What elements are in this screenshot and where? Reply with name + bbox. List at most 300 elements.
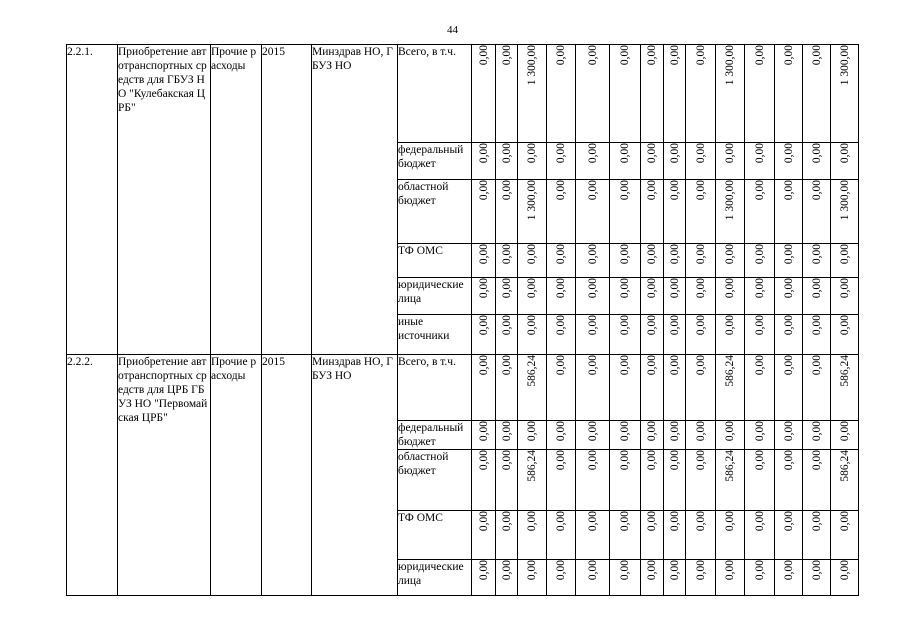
value-text: 0,00	[753, 180, 766, 201]
value-text: 0,00	[668, 355, 681, 376]
value-text: 0,00	[724, 421, 736, 442]
value-cell	[775, 180, 803, 244]
value-cell	[686, 180, 716, 244]
value-cell	[664, 143, 686, 180]
value-cell	[610, 45, 641, 143]
value-cell	[745, 45, 775, 143]
value-cell	[686, 355, 716, 421]
value-cell	[610, 278, 641, 315]
value-text: 0,00	[753, 315, 766, 336]
value-cell	[641, 143, 664, 180]
value-text: 586,24	[724, 450, 736, 482]
value-text: 0,00	[646, 278, 658, 299]
value-cell	[803, 560, 831, 596]
value-cell	[576, 450, 610, 511]
funding-source-label: Всего, в т.ч.	[398, 45, 472, 143]
value-text: 0,00	[782, 244, 795, 265]
value-text: 0,00	[694, 421, 707, 442]
value-text: 0,00	[555, 450, 567, 471]
value-text: 0,00	[724, 244, 736, 265]
value-cell	[472, 560, 496, 596]
value-text: 0,00	[500, 421, 513, 442]
value-text: 0,00	[810, 278, 823, 299]
value-text: 0,00	[782, 421, 795, 442]
value-text: 0,00	[500, 450, 513, 471]
value-text: 586,24	[526, 355, 538, 387]
value-text: 0,00	[500, 45, 513, 66]
budget-table	[66, 44, 859, 596]
funding-source-label: Всего, в т.ч.	[398, 355, 472, 421]
value-cell	[496, 421, 518, 450]
value-text: 0,00	[810, 560, 823, 581]
value-cell	[664, 511, 686, 560]
value-cell	[496, 560, 518, 596]
value-text: 0,00	[586, 315, 599, 336]
value-cell	[641, 45, 664, 143]
value-text: 0,00	[619, 278, 631, 299]
value-cell	[472, 355, 496, 421]
value-cell	[518, 143, 547, 180]
value-text: 0,00	[838, 143, 851, 164]
value-cell	[496, 143, 518, 180]
value-text: 0,00	[500, 511, 513, 532]
value-text: 0,00	[619, 180, 631, 201]
value-text: 0,00	[782, 450, 795, 471]
value-text: 0,00	[646, 45, 658, 66]
value-cell	[518, 45, 547, 143]
value-cell	[547, 355, 576, 421]
value-cell	[610, 421, 641, 450]
value-text: 0,00	[753, 511, 766, 532]
value-text: 0,00	[526, 560, 538, 581]
value-text: 0,00	[694, 143, 707, 164]
value-cell	[831, 450, 859, 511]
value-text: 0,00	[724, 143, 736, 164]
value-cell	[518, 511, 547, 560]
value-text: 0,00	[526, 278, 538, 299]
value-cell	[518, 421, 547, 450]
value-text: 0,00	[477, 244, 490, 265]
value-cell	[496, 278, 518, 315]
value-text: 0,00	[810, 143, 823, 164]
value-cell	[803, 143, 831, 180]
value-text: 0,00	[694, 180, 707, 201]
value-cell	[496, 45, 518, 143]
value-cell	[547, 45, 576, 143]
value-text: 0,00	[668, 315, 681, 336]
value-cell	[664, 315, 686, 355]
value-text: 0,00	[555, 143, 567, 164]
value-text: 0,00	[500, 143, 513, 164]
executor: Минздрав НО, ГБУЗ НО	[312, 355, 398, 596]
value-cell	[716, 45, 745, 143]
value-text: 0,00	[646, 315, 658, 336]
value-text: 0,00	[782, 511, 795, 532]
value-cell	[686, 511, 716, 560]
value-text: 0,00	[810, 180, 823, 201]
value-cell	[641, 244, 664, 278]
value-text: 0,00	[526, 315, 538, 336]
value-text: 0,00	[619, 355, 631, 376]
value-cell	[831, 355, 859, 421]
value-text: 0,00	[838, 244, 851, 265]
value-cell	[831, 278, 859, 315]
value-cell	[472, 143, 496, 180]
value-text: 0,00	[838, 278, 851, 299]
value-text: 1 300,00	[526, 45, 538, 86]
value-cell	[472, 278, 496, 315]
value-text: 0,00	[500, 180, 513, 201]
value-text: 0,00	[810, 421, 823, 442]
value-text: 0,00	[782, 45, 795, 66]
value-cell	[686, 560, 716, 596]
value-text: 0,00	[555, 560, 567, 581]
value-cell	[610, 180, 641, 244]
value-text: 0,00	[753, 143, 766, 164]
value-text: 0,00	[838, 421, 851, 442]
value-cell	[716, 421, 745, 450]
value-cell	[775, 143, 803, 180]
value-cell	[775, 278, 803, 315]
value-text: 586,24	[838, 450, 851, 482]
value-cell	[610, 355, 641, 421]
value-text: 0,00	[810, 511, 823, 532]
value-text: 0,00	[619, 450, 631, 471]
value-text: 0,00	[668, 450, 681, 471]
value-text: 0,00	[782, 143, 795, 164]
value-cell	[775, 315, 803, 355]
value-cell	[518, 278, 547, 315]
value-cell	[641, 315, 664, 355]
value-cell	[745, 560, 775, 596]
value-cell	[716, 278, 745, 315]
value-text: 1 300,00	[838, 45, 851, 86]
value-text: 0,00	[782, 560, 795, 581]
value-cell	[610, 315, 641, 355]
value-text: 0,00	[668, 180, 681, 201]
value-text: 0,00	[838, 560, 851, 581]
value-cell	[496, 450, 518, 511]
value-cell	[745, 450, 775, 511]
value-cell	[803, 355, 831, 421]
value-cell	[803, 421, 831, 450]
value-cell	[831, 315, 859, 355]
value-text: 0,00	[619, 560, 631, 581]
value-cell	[576, 244, 610, 278]
value-cell	[716, 244, 745, 278]
value-cell	[664, 278, 686, 315]
value-text: 0,00	[586, 278, 599, 299]
value-text: 0,00	[619, 315, 631, 336]
value-text: 586,24	[838, 355, 851, 387]
value-cell	[472, 421, 496, 450]
value-cell	[716, 450, 745, 511]
funding-source-label: юридические лица	[398, 278, 472, 315]
value-text: 0,00	[753, 244, 766, 265]
value-text: 0,00	[724, 511, 736, 532]
value-text: 1 300,00	[526, 180, 538, 221]
value-cell	[576, 315, 610, 355]
value-cell	[576, 278, 610, 315]
expense-type: Прочие расходы	[211, 45, 262, 355]
value-cell	[576, 45, 610, 143]
value-text: 0,00	[694, 560, 707, 581]
value-cell	[716, 355, 745, 421]
value-text: 0,00	[782, 278, 795, 299]
value-cell	[803, 511, 831, 560]
value-text: 0,00	[477, 45, 490, 66]
value-text: 0,00	[619, 143, 631, 164]
value-cell	[716, 315, 745, 355]
value-cell	[775, 355, 803, 421]
value-text: 0,00	[724, 315, 736, 336]
value-text: 0,00	[694, 355, 707, 376]
value-cell	[664, 180, 686, 244]
value-text: 0,00	[694, 45, 707, 66]
value-cell	[547, 278, 576, 315]
value-cell	[472, 450, 496, 511]
value-cell	[664, 45, 686, 143]
funding-source-label: федеральный бюджет	[398, 143, 472, 180]
value-cell	[472, 180, 496, 244]
funding-source-label: юридические лица	[398, 560, 472, 596]
value-text: 0,00	[619, 45, 631, 66]
value-text: 0,00	[555, 355, 567, 376]
value-text: 0,00	[500, 355, 513, 376]
value-cell	[547, 511, 576, 560]
value-cell	[803, 278, 831, 315]
value-text: 0,00	[753, 421, 766, 442]
value-cell	[641, 421, 664, 450]
value-cell	[803, 45, 831, 143]
value-text: 0,00	[668, 143, 681, 164]
item-name: Приобретение автотранспортных средств для ЦРБ ГБУЗ НО "Первомайская ЦРБ"	[118, 355, 211, 596]
value-cell	[496, 180, 518, 244]
value-cell	[610, 560, 641, 596]
item-code: 2.2.2.	[67, 355, 118, 596]
value-cell	[547, 180, 576, 244]
value-text: 0,00	[694, 315, 707, 336]
value-text: 586,24	[526, 450, 538, 482]
value-cell	[716, 180, 745, 244]
value-text: 0,00	[586, 180, 599, 201]
value-text: 0,00	[753, 355, 766, 376]
value-text: 0,00	[477, 450, 490, 471]
value-cell	[831, 421, 859, 450]
value-text: 0,00	[810, 355, 823, 376]
value-cell	[664, 355, 686, 421]
value-cell	[745, 511, 775, 560]
value-text: 0,00	[668, 278, 681, 299]
value-text: 0,00	[646, 511, 658, 532]
value-text: 0,00	[810, 244, 823, 265]
value-text: 0,00	[838, 315, 851, 336]
value-text: 0,00	[782, 315, 795, 336]
value-text: 0,00	[500, 244, 513, 265]
value-cell	[547, 244, 576, 278]
value-text: 0,00	[694, 450, 707, 471]
value-text: 0,00	[724, 560, 736, 581]
funding-source-label: областной бюджет	[398, 180, 472, 244]
value-cell	[686, 244, 716, 278]
value-text: 0,00	[694, 278, 707, 299]
value-text: 0,00	[477, 421, 490, 442]
funding-source-label: областной бюджет	[398, 450, 472, 511]
value-text: 0,00	[724, 278, 736, 299]
value-cell	[831, 45, 859, 143]
value-text: 0,00	[619, 511, 631, 532]
value-cell	[547, 143, 576, 180]
value-text: 0,00	[668, 45, 681, 66]
value-text: 0,00	[477, 511, 490, 532]
value-cell	[576, 143, 610, 180]
value-text: 0,00	[782, 180, 795, 201]
value-cell	[610, 244, 641, 278]
value-cell	[686, 143, 716, 180]
table-row	[67, 45, 859, 143]
value-cell	[775, 244, 803, 278]
value-text: 0,00	[526, 511, 538, 532]
value-cell	[518, 450, 547, 511]
executor: Минздрав НО, ГБУЗ НО	[312, 45, 398, 355]
year: 2015	[262, 355, 312, 596]
value-text: 0,00	[500, 560, 513, 581]
value-text: 0,00	[586, 421, 599, 442]
value-cell	[831, 180, 859, 244]
value-cell	[745, 143, 775, 180]
value-text: 0,00	[668, 511, 681, 532]
value-cell	[547, 450, 576, 511]
value-cell	[831, 244, 859, 278]
value-cell	[745, 278, 775, 315]
value-text: 0,00	[586, 560, 599, 581]
value-cell	[745, 315, 775, 355]
table-row	[67, 355, 859, 421]
year: 2015	[262, 45, 312, 355]
value-cell	[745, 244, 775, 278]
value-text: 1 300,00	[838, 180, 851, 221]
value-text: 0,00	[500, 278, 513, 299]
value-cell	[576, 180, 610, 244]
value-text: 0,00	[586, 45, 599, 66]
value-text: 0,00	[646, 355, 658, 376]
value-cell	[610, 511, 641, 560]
value-text: 0,00	[753, 560, 766, 581]
value-cell	[547, 421, 576, 450]
value-cell	[803, 450, 831, 511]
value-cell	[496, 511, 518, 560]
value-cell	[547, 315, 576, 355]
value-cell	[641, 450, 664, 511]
value-cell	[686, 450, 716, 511]
value-text: 0,00	[753, 278, 766, 299]
value-cell	[518, 244, 547, 278]
value-text: 0,00	[555, 315, 567, 336]
value-text: 0,00	[586, 143, 599, 164]
value-text: 0,00	[477, 560, 490, 581]
value-text: 0,00	[586, 450, 599, 471]
value-text: 0,00	[753, 45, 766, 66]
value-cell	[745, 355, 775, 421]
value-cell	[831, 511, 859, 560]
value-text: 0,00	[619, 244, 631, 265]
value-text: 0,00	[555, 45, 567, 66]
value-cell	[803, 315, 831, 355]
value-text: 0,00	[753, 450, 766, 471]
value-cell	[641, 560, 664, 596]
expense-type: Прочие расходы	[211, 355, 262, 596]
value-cell	[641, 278, 664, 315]
value-text: 0,00	[477, 315, 490, 336]
item-name: Приобретение автотранспортных средств для ГБУЗ НО "Кулебакская ЦРБ"	[118, 45, 211, 355]
value-cell	[576, 421, 610, 450]
value-text: 0,00	[526, 244, 538, 265]
item-code: 2.2.1.	[67, 45, 118, 355]
funding-source-label: иные источники	[398, 315, 472, 355]
value-cell	[664, 244, 686, 278]
value-cell	[664, 421, 686, 450]
value-cell	[610, 450, 641, 511]
value-cell	[472, 244, 496, 278]
value-cell	[641, 511, 664, 560]
value-text: 0,00	[526, 143, 538, 164]
value-text: 1 300,00	[724, 45, 736, 86]
value-text: 0,00	[555, 421, 567, 442]
value-cell	[496, 244, 518, 278]
value-cell	[745, 180, 775, 244]
value-cell	[803, 180, 831, 244]
funding-source-label: ТФ ОМС	[398, 511, 472, 560]
value-cell	[472, 315, 496, 355]
page-number: 44	[447, 24, 458, 36]
value-cell	[775, 450, 803, 511]
value-text: 0,00	[646, 421, 658, 442]
value-cell	[472, 511, 496, 560]
value-cell	[745, 421, 775, 450]
value-cell	[664, 450, 686, 511]
value-cell	[716, 143, 745, 180]
value-cell	[576, 511, 610, 560]
value-cell	[664, 560, 686, 596]
value-cell	[518, 355, 547, 421]
value-text: 0,00	[646, 244, 658, 265]
value-cell	[803, 244, 831, 278]
value-text: 0,00	[477, 143, 490, 164]
value-text: 0,00	[555, 180, 567, 201]
funding-source-label: федеральный бюджет	[398, 421, 472, 450]
value-text: 0,00	[810, 450, 823, 471]
value-text: 0,00	[477, 278, 490, 299]
value-cell	[496, 315, 518, 355]
value-text: 0,00	[555, 244, 567, 265]
funding-source-label: ТФ ОМС	[398, 244, 472, 278]
value-text: 0,00	[810, 45, 823, 66]
value-text: 0,00	[555, 278, 567, 299]
value-cell	[576, 560, 610, 596]
value-text: 0,00	[526, 421, 538, 442]
value-cell	[576, 355, 610, 421]
value-cell	[831, 560, 859, 596]
value-text: 1 300,00	[724, 180, 736, 221]
value-cell	[518, 560, 547, 596]
value-cell	[518, 315, 547, 355]
value-text: 0,00	[586, 244, 599, 265]
value-text: 0,00	[782, 355, 795, 376]
value-text: 0,00	[668, 244, 681, 265]
value-cell	[496, 355, 518, 421]
value-text: 0,00	[646, 180, 658, 201]
value-cell	[686, 278, 716, 315]
